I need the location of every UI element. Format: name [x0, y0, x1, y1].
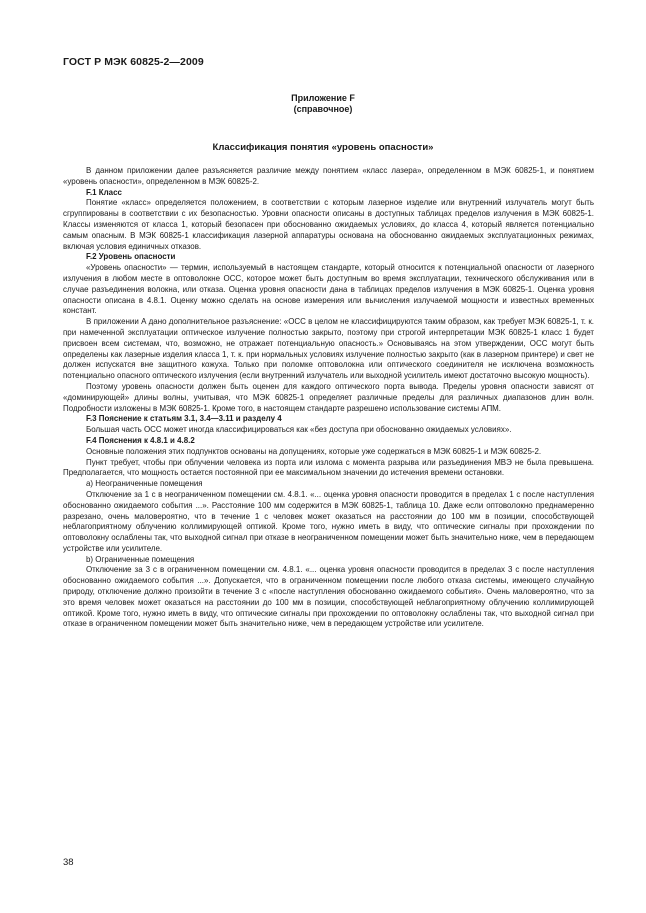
annex-name: Приложение F [291, 93, 355, 103]
heading-f2: F.2 Уровень опасности [86, 252, 176, 262]
paragraph-a: Отключение за 1 с в неограниченном помещении см. 4.8.1. «... оценка уровня опасности проводится в пределах 1 с после наступления обоснованно ожидаемого события ...». Расстояние 100 мм содержится в МЭК 60825-1, таблица 10. Даже если оптоволокно преднамеренно разрезано, очень маловероятно, что в течение 1 с человек может оказаться на расстоянии до 100 мм в позиции, способствующей неблагоприятному облучению коллимирующей оптикой. Кроме того, нужно иметь в виду, что оптические сигналы при прохождении по оптоволокну ослаблены так, что выходной сигнал при отказе в неограниченном помещении может быть значительно ниже, чем в передающем устройстве или усилителе. [63, 489, 594, 553]
paragraph-f2-3: Поэтому уровень опасности должен быть оценен для каждого оптического порта вывода. Пределы уровня опасности зависят от «доминирующей» длины волны, учитывая, что МЭК 60825-1 определяет различные пределы для различных диапазонов длин волн. Подробности изложены в МЭК 60825-1. Кроме того, в настоящем стандарте разрешено использование системы АПМ. [63, 381, 594, 413]
paragraph-f1: Понятие «класс» определяется положением, в соответствии с которым лазерное изделие или внутренний излучатель могут быть сгруппированы в соответствии с их безопасностью. Уровни опасности описаны в доступных таблицах пределов излучения в МЭК 60825-1. Классы изменяются от класса 1, который безопасен при обоснованно ожидаемых условиях, до класса 4, который является потенциально самым опасным. В МЭК 60825-1 классификация лазерной аппаратуры основана на обоснованно ожидаемых эксплуатационных режимах, включая условия единичных отказов. [63, 198, 594, 251]
list-item-a: а) Неограниченные помещения [86, 479, 203, 489]
paragraph-f2-2: В приложении А дано дополнительное разъяснение: «ОСС в целом не классифицируются таким образом, как требует МЭК 60825-1, т. к. при намеченной эксплуатации оптическое излучение полностью закрыто, поэтому при строгой интерпретации МЭК 60825-1 класс 1 будет присвоен всем системам, что, возможно, не отражает потенциальную опасность.» Основываясь на этом утверждении, ОСС могут быть определены как лазерные изделия класса 1, т. к. при нормальных условиях излучение полностью закрыто (как в лазерном принтере) и свет не должен испускатся вне защитного кожуха. Только при поломке оптоволокна или оптического соединителя не исключена возможность потенциально опасного оптического излучения (если внутренний излучатель или выходной усилитель имеют достаточно высокую мощность). [63, 317, 594, 381]
paragraph-f4-2: Пункт требует, чтобы при облучении человека из порта или излома с момента разрыва или разъединения МВЭ не была превышена. Предполагается, что мощность остается постоянной при ее максимальном значении до истечения времени остановки. [63, 457, 594, 478]
heading-f1: F.1 Класс [86, 187, 122, 197]
paragraph-b: Отключение за 3 с в ограниченном помещении см. 4.8.1. «... оценка уровня опасности проводится в пределах 3 с после наступления обоснованно ожидаемого события ...». Допускается, что в ограниченном помещении после любого отказа системы, имеющего случайную природу, отключение должно произойти в течение 3 с «после наступления обоснованно ожидаемого события». Очень маловероятно, что за это время человек может оказаться на расстоянии до 100 мм в позиции, способствующей неблагоприятному облучению коллимирующей оптикой. Кроме того, нужно иметь в виду, что оптические сигналы при прохождении по оптоволокну ослаблены так, что выходной сигнал при отказе в ограниченном помещении может быть значительно ниже, чем в передающем устройстве или усилителе. [63, 565, 594, 629]
document-header: ГОСТ Р МЭК 60825-2—2009 [63, 56, 204, 68]
paragraph-intro: В данном приложении далее разъясняется различие между понятием «класс лазера», определенном в МЭК 60825-1, и понятием «уровень опасности», определенном в МЭК 60825-2. [63, 166, 594, 186]
document-body [63, 166, 594, 630]
page-number: 38 [63, 857, 74, 868]
list-item-b: b) Ограниченные помещения [86, 554, 195, 564]
heading-f4: F.4 Пояснения к 4.8.1 и 4.8.2 [86, 435, 195, 445]
heading-f3: F.3 Пояснение к статьям 3.1, 3.4—3.11 и разделу 4 [86, 414, 282, 424]
annex-type: (справочное) [293, 104, 353, 114]
page-title: Классификация понятия «уровень опасности» [212, 142, 434, 153]
paragraph-f3: Большая часть ОСС может иногда классифицироваться как «без доступа при обоснованно ожидаемых условиях». [86, 425, 512, 435]
paragraph-f4-1: Основные положения этих подпунктов основаны на допущениях, которые уже содержаться в МЭК 60825-1 и МЭК 60825-2. [86, 446, 542, 456]
paragraph-f2-1: «Уровень опасности» — термин, используемый в настоящем стандарте, который относится к потенциальной опасности от лазерного излучения в любом месте в оптоволокне ОСС, которое может быть доступным во время эксплуатации, технического обслуживания или в случае разъединения волокна, или отказа. Оценка уровня опасности дана в таблицах пределов излучения в МЭК 60825-1. Оценка уровня опасности описана в 4.8.1. Оценку можно сделать на основе измерения или вычисления излучаемой мощности и известных временных констант. [63, 263, 594, 316]
